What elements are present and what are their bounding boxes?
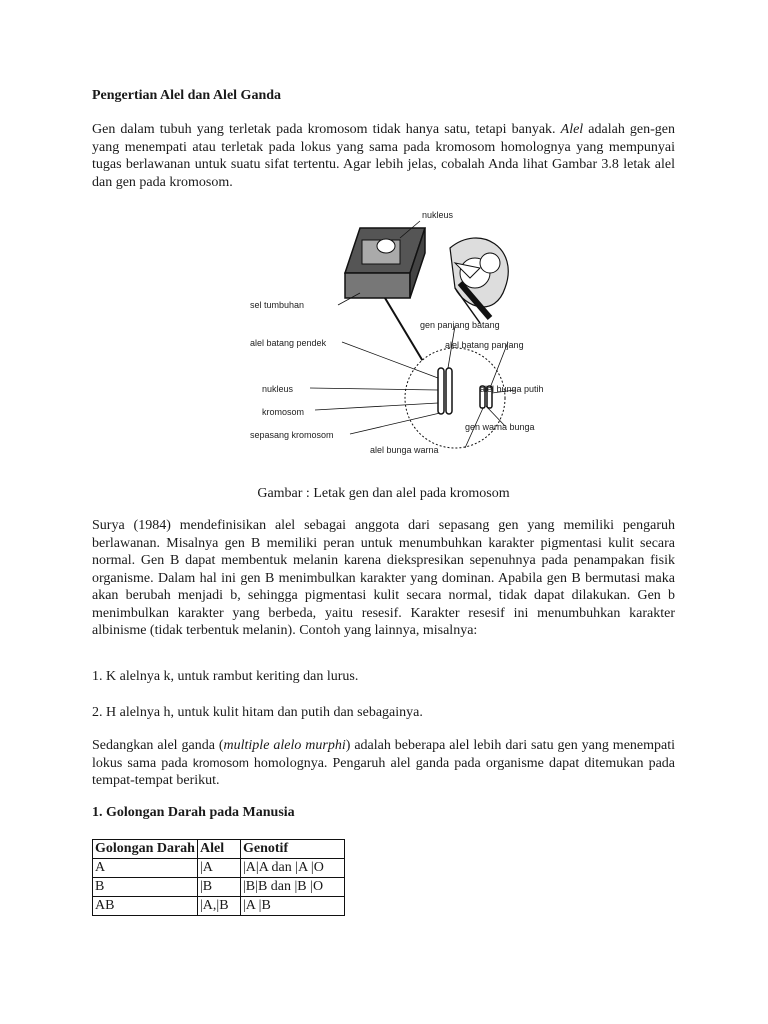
- term-kromosom: kromosom: [192, 755, 249, 770]
- paragraph-multiple-alleles: [92, 737, 675, 790]
- label-alel-bunga-warna: alel bunga warna: [370, 445, 439, 455]
- label-alel-bunga-putih: alel bunga putih: [480, 384, 544, 394]
- header-genotif: Genotif: [241, 840, 345, 859]
- label-alel-batang-panjang: alel batang panjang: [445, 340, 524, 350]
- label-alel-batang-pendek: alel batang pendek: [250, 338, 327, 348]
- flower-illustration: [450, 238, 508, 323]
- table-cell: AB: [93, 897, 198, 916]
- emphasis-alel: Alel: [560, 122, 584, 137]
- table-cell: B: [93, 878, 198, 897]
- table-cell: |A |B: [241, 897, 345, 916]
- text-run: Gen dalam tubuh yang terletak pada kromosom tidak hanya satu, tetapi banyak.: [92, 122, 561, 137]
- label-sel-tumbuhan: sel tumbuhan: [250, 300, 305, 310]
- label-kromosom: kromosom: [262, 407, 305, 417]
- table-cell: |A|A dan |A |O: [241, 859, 345, 878]
- emphasis-multiple-alelo: multiple alelo murphi: [223, 738, 346, 753]
- table-cell: A: [93, 859, 198, 878]
- list-item: 2. H alelnya h, untuk kulit hitam dan putih dan sebagainya.: [92, 705, 423, 720]
- table-cell: |B: [198, 878, 241, 897]
- label-gen-warna-bunga: gen warna bunga: [465, 422, 535, 432]
- header-golongan-darah: Golongan Darah: [93, 840, 198, 859]
- text-run: homolognya. Pengaruh alel ganda pada organisme dapat ditemukan pada tempat-tempat berikut.: [92, 755, 675, 788]
- table-cell: |A: [198, 859, 241, 878]
- table-row: [93, 878, 345, 897]
- blood-type-table: [92, 839, 345, 916]
- text-run: ) adalah beberapa alel lebih dari satu gen yang menempati lokus sama pada: [92, 738, 675, 771]
- chromosome-figure: [250, 208, 544, 458]
- table-row: [93, 859, 345, 878]
- header-alel: Alel: [198, 840, 241, 859]
- label-sepasang-kromosom: sepasang kromosom: [250, 430, 334, 440]
- table-header-row: [93, 840, 345, 859]
- label-nukleus: nukleus: [262, 384, 294, 394]
- list-item: 1. K alelnya k, untuk rambut keriting dan lurus.: [92, 669, 359, 684]
- table-row: [93, 897, 345, 916]
- section-heading: 1. Golongan Darah pada Manusia: [92, 805, 295, 820]
- plant-cell-illustration: [345, 228, 425, 298]
- label-nukleus-top: nukleus: [422, 210, 454, 220]
- paragraph-intro: [92, 121, 675, 191]
- page-title: Pengertian Alel dan Alel Ganda: [92, 88, 282, 103]
- text-run: adalah gen-gen yang menempati atau terletak pada lokus yang sama pada kromosom homolognya yang mempunyai tugas berlawanan untuk suatu sifat tertentu. Agar lebih jelas, cobalah Anda lihat Gambar 3.8 letak alel dan gen pada kromosom.: [92, 122, 676, 190]
- table-cell: |B|B dan |B |O: [241, 878, 345, 897]
- text-run: Sedangkan alel ganda (: [92, 738, 224, 753]
- paragraph-definition: Surya (1984) mendefinisikan alel sebagai anggota dari sepasang gen yang memiliki pengaruh berlawanan. Misalnya gen B memiliki peran untuk menumbuhkan karakter pigmentasi kulit secara normal. Gen B dapat membentuk melanin karena diekspresikan sepenuhnya pada penampakan fisik organisme. Dalam hal ini gen B menimbulkan karakter yang dominan. Apabila gen B bermutasi maka akan berubah menjadi b, sehingga pigmentasi kulit secara normal, tidak dapat dilakukan. Gen b menimbulkan karakter yang berbeda, yaitu resesif. Karakter resesif ini menumbuhkan karakter albinisme (tidak terbentuk melanin). Contoh yang lainnya, misalnya:: [92, 518, 675, 638]
- figure-caption: Gambar : Letak gen dan alel pada kromosom: [257, 486, 510, 501]
- label-gen-panjang-batang: gen panjang batang: [420, 320, 500, 330]
- table-cell: |A,|B: [198, 897, 241, 916]
